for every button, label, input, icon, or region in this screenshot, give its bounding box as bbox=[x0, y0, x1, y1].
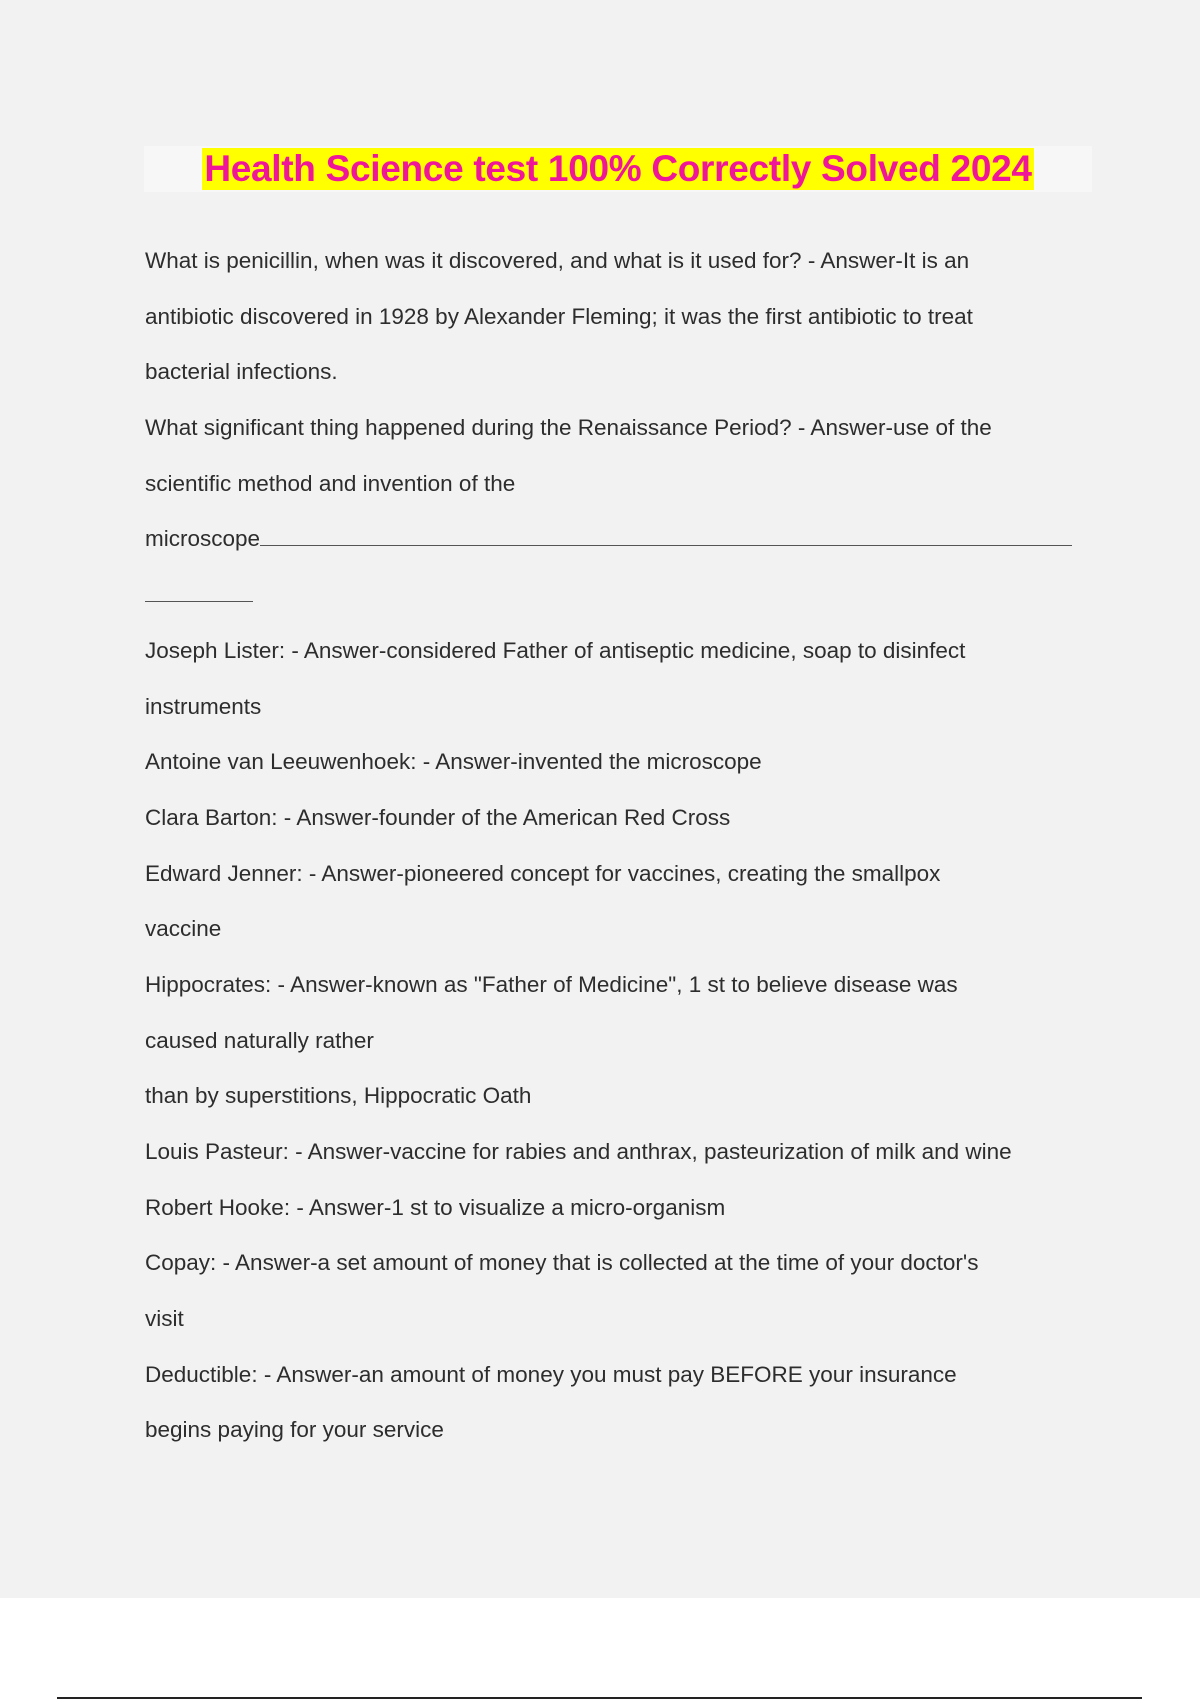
text-line: Edward Jenner: - Answer-pioneered concept for vaccines, creating the smallpox bbox=[145, 860, 941, 886]
text-line: Copay: - Answer-a set amount of money that is collected at the time of your doctor's bbox=[145, 1250, 979, 1276]
title-band bbox=[144, 146, 1092, 192]
rule-line-row bbox=[145, 570, 1080, 626]
text-line: Louis Pasteur: - Answer-vaccine for rabies and anthrax, pasteurization of milk and wine bbox=[145, 1139, 1012, 1164]
text-line: What significant thing happened during the Renaissance Period? - Answer-use of the bbox=[145, 415, 992, 441]
text-line: than by superstitions, Hippocratic Oath bbox=[145, 1083, 532, 1109]
text-segment: microscope bbox=[145, 526, 261, 552]
text-line: What is penicillin, when was it discovered, and what is it used for? - Answer-It is an bbox=[145, 248, 970, 273]
text-line: Robert Hooke: - Answer-1 st to visualize a micro-organism bbox=[145, 1194, 726, 1220]
underline-rule bbox=[145, 600, 253, 602]
text-line: caused naturally rather bbox=[145, 1027, 374, 1053]
qa-content bbox=[145, 236, 1080, 1461]
text-line: Joseph Lister: - Answer-considered Father of antiseptic medicine, soap to disinfect bbox=[145, 637, 966, 663]
text-line: visit bbox=[145, 1306, 184, 1332]
text-line: antibiotic discovered in 1928 by Alexander Fleming; it was the first antibiotic to treat bbox=[145, 303, 973, 329]
text-line: Clara Barton: - Answer-founder of the American Red Cross bbox=[145, 804, 731, 830]
text-line: Deductible: - Answer-an amount of money you must pay BEFORE your insurance bbox=[145, 1361, 957, 1387]
text-line: vaccine bbox=[145, 916, 222, 942]
text-line: bacterial infections. bbox=[145, 359, 338, 385]
document-title: Health Science test 100% Correctly Solved 2024 bbox=[204, 148, 1032, 189]
underline-rule bbox=[260, 544, 1072, 546]
text-line: begins paying for your service bbox=[145, 1417, 444, 1443]
text-line: instruments bbox=[145, 693, 262, 719]
footer-divider bbox=[57, 1697, 1142, 1699]
text-line: Hippocrates: - Answer-known as "Father of Medicine", 1 st to believe disease was bbox=[145, 971, 958, 997]
text-line: Antoine van Leeuwenhoek: - Answer-invented the microscope bbox=[145, 749, 762, 775]
text-line-with-rule bbox=[145, 514, 1080, 570]
text-line: scientific method and invention of the bbox=[145, 470, 516, 496]
